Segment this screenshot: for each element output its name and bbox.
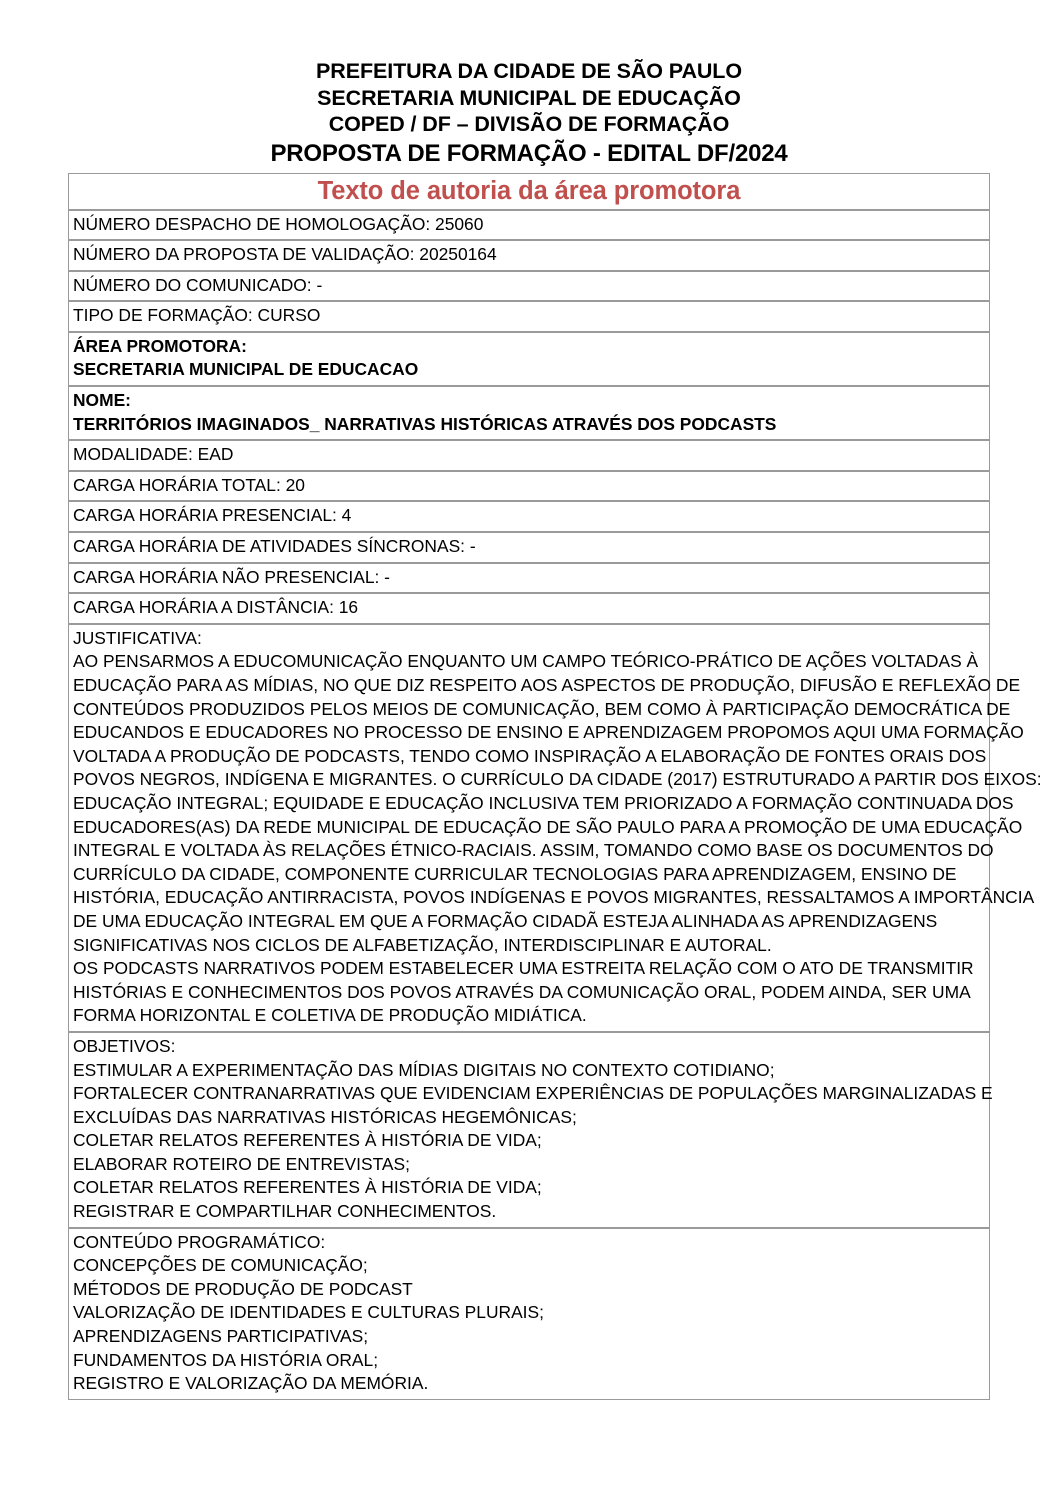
nome-label: NOME: bbox=[73, 390, 131, 411]
conteudo-line: VALORIZAÇÃO DE IDENTIDADES E CULTURAS PLURAIS; bbox=[73, 1302, 544, 1323]
table-row-banner bbox=[68, 173, 990, 210]
field-nome bbox=[68, 386, 990, 440]
field-comunicado: NÚMERO DO COMUNICADO: - bbox=[68, 271, 990, 302]
justificativa-line: SIGNIFICATIVAS NOS CICLOS DE ALFABETIZAÇÃO, INTERDISCIPLINAR E AUTORAL. bbox=[73, 934, 772, 955]
justificativa-line: POVOS NEGROS, INDÍGENA E MIGRANTES. O CURRÍCULO DA CIDADE (2017) ESTRUTURADO A PARTIR DOS EIXOS: bbox=[73, 769, 1042, 790]
justificativa-line: HISTÓRIA, EDUCAÇÃO ANTIRRACISTA, POVOS INDÍGENAS E POVOS MIGRANTES, RESSALTAMOS A IMPORTÂNCIA bbox=[73, 887, 1035, 908]
table-row-nome bbox=[68, 386, 990, 440]
field-carga-horaria-distancia: CARGA HORÁRIA A DISTÂNCIA: 16 bbox=[68, 593, 990, 624]
justificativa-line: INTEGRAL E VOLTADA ÀS RELAÇÕES ÉTNICO-RACIAIS. ASSIM, TOMANDO COMO BASE OS DOCUMENTOS DO bbox=[73, 840, 994, 861]
header-line-prefeitura: PREFEITURA DA CIDADE DE SÃO PAULO bbox=[316, 59, 742, 83]
justificativa-line: EDUCAÇÃO PARA AS MÍDIAS, NO QUE DIZ RESPEITO AOS ASPECTOS DE PRODUÇÃO, DIFUSÃO E REFLEXÃO DE bbox=[73, 675, 1021, 695]
justificativa-line: EDUCANDOS E EDUCADORES NO PROCESSO DE ENSINO E APRENDIZAGEM PROPOMOS AQUI UMA FORMAÇÃO bbox=[73, 722, 1024, 743]
field-carga-horaria-presencial: CARGA HORÁRIA PRESENCIAL: 4 bbox=[68, 501, 990, 532]
table-row-justificativa bbox=[68, 624, 990, 1032]
area-promotora-value: SECRETARIA MUNICIPAL DE EDUCACAO bbox=[73, 359, 419, 380]
justificativa-line: HISTÓRIAS E CONHECIMENTOS DOS POVOS ATRAVÉS DA COMUNICAÇÃO ORAL, PODEM AINDA, SER UMA bbox=[73, 981, 971, 1002]
section-conteudo-programatico bbox=[68, 1228, 990, 1400]
objetivos-line: REGISTRAR E COMPARTILHAR CONHECIMENTOS. bbox=[73, 1201, 497, 1222]
area-promotora-label: ÁREA PROMOTORA: bbox=[73, 335, 247, 356]
justificativa-line: FORMA HORIZONTAL E COLETIVA DE PRODUÇÃO MIDIÁTICA. bbox=[73, 1005, 587, 1026]
objetivos-line: ELABORAR ROTEIRO DE ENTREVISTAS; bbox=[73, 1153, 410, 1174]
justificativa-line: EDUCAÇÃO INTEGRAL; EQUIDADE E EDUCAÇÃO INCLUSIVA TEM PRIORIZADO A FORMAÇÃO CONTINUADA DOS bbox=[73, 792, 1014, 813]
conteudo-line: REGISTRO E VALORIZAÇÃO DA MEMÓRIA. bbox=[73, 1373, 429, 1394]
objetivos-line: COLETAR RELATOS REFERENTES À HISTÓRIA DE VIDA; bbox=[73, 1177, 542, 1198]
section-objetivos bbox=[68, 1032, 993, 1228]
justificativa-line: DE UMA EDUCAÇÃO INTEGRAL EM QUE A FORMAÇÃO CIDADÃ ESTEJA ALINHADA AS APRENDIZAGENS bbox=[73, 910, 938, 931]
objetivos-line: FORTALECER CONTRANARRATIVAS QUE EVIDENCIAM EXPERIÊNCIAS DE POPULAÇÕES MARGINALIZADAS E bbox=[73, 1083, 993, 1104]
table-row-conteudo-programatico bbox=[68, 1228, 990, 1400]
banner-cell bbox=[68, 173, 990, 210]
table-row-proposta-validacao bbox=[68, 240, 990, 271]
conteudo-line: APRENDIZAGENS PARTICIPATIVAS; bbox=[73, 1326, 369, 1347]
justificativa-line: OS PODCASTS NARRATIVOS PODEM ESTABELECER UMA ESTREITA RELAÇÃO COM O ATO DE TRANSMITIR bbox=[73, 958, 974, 979]
field-despacho-homologacao: NÚMERO DESPACHO DE HOMOLOGAÇÃO: 25060 bbox=[68, 210, 990, 241]
table-row-comunicado bbox=[68, 271, 990, 302]
field-modalidade: MODALIDADE: EAD bbox=[68, 440, 990, 471]
proposta-form-table bbox=[68, 173, 1042, 1400]
field-tipo-formacao: TIPO DE FORMAÇÃO: CURSO bbox=[68, 301, 990, 332]
field-carga-horaria-total: CARGA HORÁRIA TOTAL: 20 bbox=[68, 471, 990, 502]
conteudo-line: FUNDAMENTOS DA HISTÓRIA ORAL; bbox=[73, 1349, 379, 1370]
field-carga-horaria-nao-presencial: CARGA HORÁRIA NÃO PRESENCIAL: - bbox=[68, 563, 990, 594]
justificativa-line: VOLTADA A PRODUÇÃO DE PODCASTS, TENDO COMO INSPIRAÇÃO A ELABORAÇÃO DE FONTES ORAIS DOS bbox=[73, 745, 987, 766]
document-header bbox=[0, 0, 1058, 169]
table-row-area-promotora bbox=[68, 332, 990, 386]
table-row-modalidade bbox=[68, 440, 990, 471]
justificativa-line: AO PENSARMOS A EDUCOMUNICAÇÃO ENQUANTO UM CAMPO TEÓRICO-PRÁTICO DE AÇÕES VOLTADAS À bbox=[73, 651, 979, 672]
field-carga-horaria-sincronas: CARGA HORÁRIA DE ATIVIDADES SÍNCRONAS: - bbox=[68, 532, 990, 563]
field-area-promotora bbox=[68, 332, 990, 386]
justificativa-line: CURRÍCULO DA CIDADE, COMPONENTE CURRICULAR TECNOLOGIAS PARA APRENDIZAGEM, ENSINO DE bbox=[73, 863, 957, 884]
conteudo-title: CONTEÚDO PROGRAMÁTICO: bbox=[73, 1231, 326, 1252]
table-row-carga-nao-presencial bbox=[68, 563, 990, 594]
justificativa-line: CONTEÚDOS PRODUZIDOS PELOS MEIOS DE COMUNICAÇÃO, BEM COMO À PARTICIPAÇÃO DEMOCRÁTICA DE bbox=[73, 698, 1011, 719]
objetivos-line: EXCLUÍDAS DAS NARRATIVAS HISTÓRICAS HEGEMÔNICAS; bbox=[73, 1106, 577, 1127]
header-line-coped: COPED / DF – DIVISÃO DE FORMAÇÃO bbox=[328, 112, 730, 136]
table-row-despacho bbox=[68, 210, 990, 241]
justificativa-line: EDUCADORES(AS) DA REDE MUNICIPAL DE EDUCAÇÃO DE SÃO PAULO PARA A PROMOÇÃO DE UMA EDUCAÇÃO bbox=[73, 816, 1023, 837]
objetivos-title: OBJETIVOS: bbox=[73, 1035, 176, 1056]
table-row-tipo-formacao bbox=[68, 301, 990, 332]
banner-text: Texto de autoria da área promotora bbox=[317, 176, 741, 205]
conteudo-line: CONCEPÇÕES DE COMUNICAÇÃO; bbox=[73, 1255, 368, 1276]
table-row-carga-sincronas bbox=[68, 532, 990, 563]
justificativa-title: JUSTIFICATIVA: bbox=[73, 627, 202, 648]
header-line-secretaria: SECRETARIA MUNICIPAL DE EDUCAÇÃO bbox=[317, 85, 741, 110]
table-row-objetivos bbox=[68, 1032, 990, 1228]
nome-value: TERRITÓRIOS IMAGINADOS_ NARRATIVAS HISTÓRICAS ATRAVÉS DOS PODCASTS bbox=[73, 413, 777, 434]
table-row-carga-presencial bbox=[68, 501, 990, 532]
conteudo-line: MÉTODOS DE PRODUÇÃO DE PODCAST bbox=[73, 1278, 413, 1299]
table-row-carga-distancia bbox=[68, 593, 990, 624]
header-line-proposta: PROPOSTA DE FORMAÇÃO - EDITAL DF/2024 bbox=[270, 139, 788, 167]
field-proposta-validacao: NÚMERO DA PROPOSTA DE VALIDAÇÃO: 20250164 bbox=[68, 240, 990, 271]
section-justificativa bbox=[68, 624, 1042, 1032]
table-row-carga-total bbox=[68, 471, 990, 502]
objetivos-line: COLETAR RELATOS REFERENTES À HISTÓRIA DE VIDA; bbox=[73, 1130, 542, 1151]
objetivos-line: ESTIMULAR A EXPERIMENTAÇÃO DAS MÍDIAS DIGITAIS NO CONTEXTO COTIDIANO; bbox=[73, 1059, 775, 1080]
